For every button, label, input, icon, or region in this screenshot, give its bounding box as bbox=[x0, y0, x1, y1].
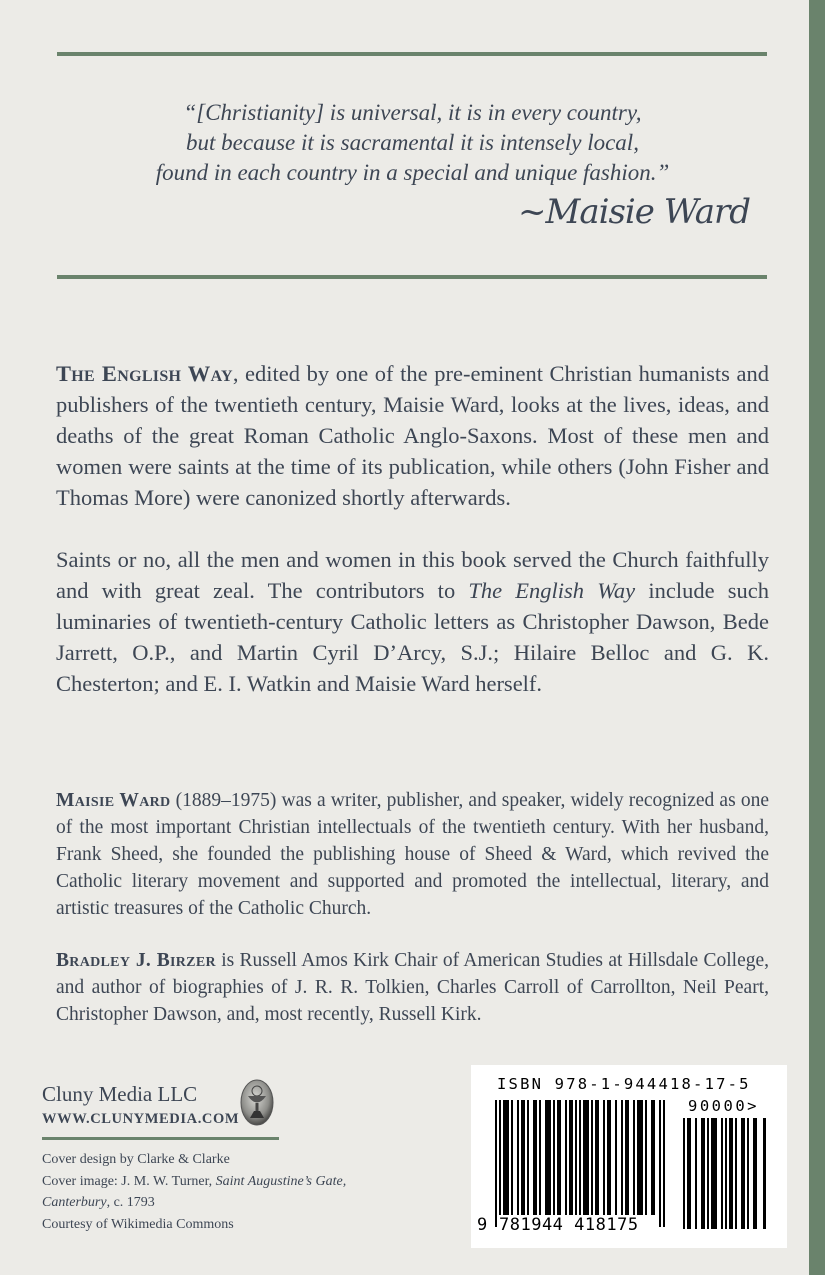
courtesy-credit: Courtesy of Wikimedia Commons bbox=[42, 1216, 234, 1232]
bio-name: Bradley J. Birzer bbox=[56, 950, 216, 971]
cover-credits bbox=[42, 1149, 372, 1235]
quote-line: found in each country in a special and unique fashion.” bbox=[155, 160, 670, 185]
book-title: The English Way bbox=[56, 361, 233, 386]
price-addon-bars bbox=[683, 1118, 769, 1229]
ean-first-digit: 9 bbox=[477, 1215, 488, 1235]
ean-remaining-digits: 781944 418175 bbox=[499, 1215, 639, 1235]
paragraph-text: Saints or no, all the men and women in this book served the Church faithfully and with great zeal. The contributors to bbox=[56, 547, 769, 603]
bio-text: is Russell Amos Kirk Chair of American Studies at Hillsdale College, and author of biographies of J. R. R. Tolkien, Charles Carroll of Carrollton, Neil Peart, Christopher Dawson, and, most recently, Russell Kirk. bbox=[56, 950, 770, 1025]
publisher-rule bbox=[42, 1137, 279, 1140]
ean-barcode-bars bbox=[495, 1100, 667, 1227]
author-bio-maisie-ward bbox=[56, 787, 769, 922]
publisher-website: WWW.CLUNYMEDIA.COM bbox=[42, 1111, 240, 1127]
artwork-title: Saint Augustine’s Gate, Canterbury bbox=[42, 1173, 347, 1210]
isbn-label: ISBN 978-1-944418-17-5 bbox=[497, 1075, 751, 1093]
paragraph-text: , edited by one of the pre-eminent Christian humanists and publishers of the twentieth century, Maisie Ward, looks at the lives, ideas, and deaths of the great Roman Catholic Anglo-Saxons. Most of these men and women were saints at the time of its publication, while others (John Fisher and Thomas More) were canonized shortly afterwards. bbox=[56, 361, 769, 510]
epigraph-quote bbox=[60, 98, 765, 188]
quote-line: but because it is sacramental it is intensely local, bbox=[186, 130, 639, 155]
bio-text: (1889–1975) was a writer, publisher, and speaker, widely recognized as one of the most important Christian intellectuals of the twentieth century. With her husband, Frank Sheed, she founded the publishing house of Sheed & Ward, which revived the Catholic literary movement and supported and promoted the intellectual, literary, and artistic treasures of the Catholic Church. bbox=[56, 790, 769, 919]
description-paragraph-2 bbox=[56, 544, 769, 699]
spine-edge-strip bbox=[809, 0, 825, 1275]
bio-name: Maisie Ward bbox=[56, 790, 171, 811]
quote-top-rule bbox=[57, 52, 767, 56]
cover-image-credit bbox=[42, 1171, 372, 1214]
publisher-name: Cluny Media LLC bbox=[42, 1082, 198, 1106]
author-bio-bradley-birzer bbox=[56, 947, 769, 1028]
quote-line: “[Christianity] is universal, it is in every country, bbox=[183, 100, 642, 125]
paragraph-text: include such luminaries of twentieth-century Catholic letters as Christopher Dawson, Bede Jarrett, O.P., and Martin Cyril D’Arcy, S.J.; Hilaire Belloc and G. K. Chesterton; and E. I. Watkin and Maisie Ward herself. bbox=[56, 578, 769, 696]
cover-design-credit: Cover design by Clarke & Clarke bbox=[42, 1152, 230, 1167]
price-code: 90000> bbox=[688, 1097, 759, 1115]
credit-text: Cover image: J. M. W. Turner, bbox=[42, 1173, 216, 1189]
isbn-barcode bbox=[471, 1065, 787, 1248]
description-paragraph-1 bbox=[56, 358, 769, 513]
quote-attribution: ~Maisie Ward bbox=[518, 192, 750, 232]
quote-bottom-rule bbox=[57, 275, 767, 279]
credit-text: , c. 1793 bbox=[106, 1195, 155, 1210]
chalice-icon bbox=[240, 1079, 274, 1126]
book-title-italic: The English Way bbox=[468, 578, 636, 603]
